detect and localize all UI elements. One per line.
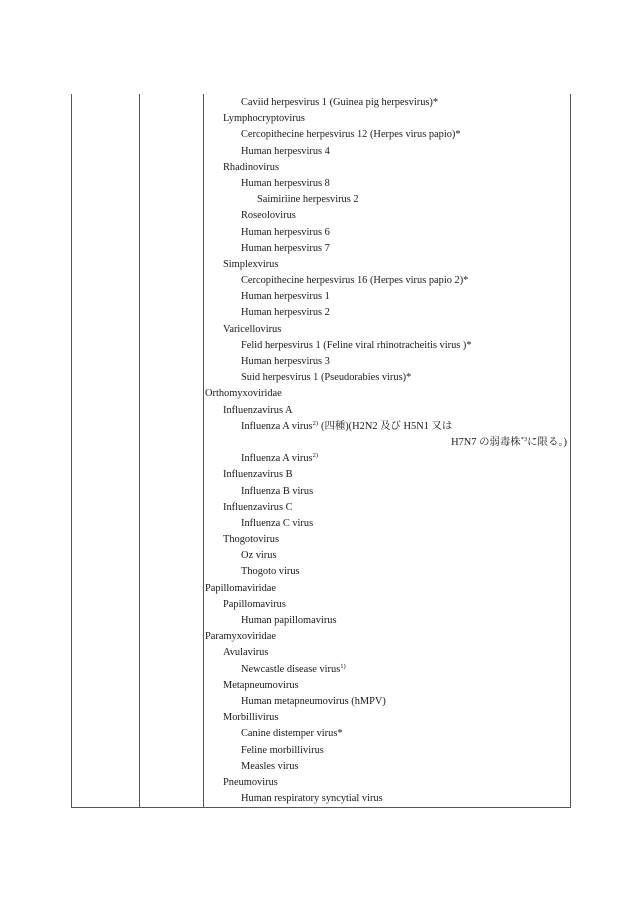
list-item: Human herpesvirus 8 — [241, 177, 330, 189]
list-item: Suid herpesvirus 1 (Pseudorabies virus)* — [241, 372, 412, 384]
column-divider-1 — [139, 94, 140, 807]
list-item: Human herpesvirus 6 — [241, 226, 330, 238]
virus-list — [205, 95, 567, 807]
list-item: Rhadinovirus — [223, 161, 279, 173]
influenza-a-entry — [205, 419, 567, 435]
virus-name: Influenza A virus — [241, 453, 313, 465]
list-item: Influenza B virus — [241, 485, 314, 497]
strain-note-suffix: に限る。) — [527, 436, 567, 448]
list-item: Human herpesvirus 3 — [241, 356, 330, 367]
list-item: Thogoto virus — [241, 566, 300, 578]
list-item: Varicellovirus — [223, 323, 282, 335]
list-item: Caviid herpesvirus 1 (Guinea pig herpesvirus)* — [241, 97, 439, 108]
list-item: Felid herpesvirus 1 (Feline viral rhinotracheitis virus )* — [241, 339, 472, 351]
list-item: Human herpesvirus 1 — [241, 291, 330, 303]
strain-note: (四種)(H2N2 及び H5N1 又は — [320, 420, 453, 432]
list-item: Lymphocryptovirus — [223, 113, 305, 125]
list-item: Human respiratory syncytial virus — [241, 793, 383, 805]
list-item: Paramyxoviridae — [205, 631, 276, 643]
list-item: Human papillomavirus — [241, 615, 337, 626]
list-item: Canine distemper virus* — [241, 728, 343, 740]
list-item: Papillomaviridae — [205, 582, 276, 594]
virus-name: Influenza A virus — [241, 420, 313, 432]
list-item: Human herpesvirus 7 — [241, 242, 330, 254]
column-divider-2 — [203, 94, 204, 807]
list-item: Human herpesvirus 4 — [241, 145, 330, 157]
influenza-a-entry — [205, 451, 567, 467]
list-item: Influenzavirus B — [223, 469, 293, 481]
list-item: Avulavirus — [223, 647, 269, 659]
list-item: Oz virus — [241, 550, 277, 562]
footnote-ref: 1) — [340, 662, 346, 670]
footnote-ref: 2) — [312, 452, 318, 460]
list-item: Influenzavirus C — [223, 501, 293, 513]
list-item: Measles virus — [241, 760, 299, 772]
list-item: Influenza C virus — [241, 517, 314, 529]
list-item: Thogotovirus — [223, 534, 279, 546]
list-item: Human herpesvirus 2 — [241, 307, 330, 319]
list-item: Human metapneumovirus (hMPV) — [241, 695, 386, 707]
list-item: Pneumovirus — [223, 776, 278, 788]
footnote-ref: 2) — [312, 419, 318, 427]
list-item: Influenzavirus A — [223, 404, 293, 416]
list-item: Cercopithecine herpesvirus 16 (Herpes virus papio 2)* — [241, 275, 469, 287]
list-item: Metapneumovirus — [223, 679, 299, 691]
strain-note-prefix: H7N7 の弱毒株 — [451, 436, 521, 448]
strain-note-continued — [205, 435, 567, 451]
virus-name: Newcastle disease virus — [241, 663, 341, 675]
list-item: Cercopithecine herpesvirus 12 (Herpes virus papio)* — [241, 129, 461, 141]
list-item: Saimiriine herpesvirus 2 — [257, 194, 359, 206]
list-item: Orthomyxoviridae — [205, 388, 282, 400]
footnote-ref: *3 — [520, 435, 528, 443]
list-item: Simplexvirus — [223, 258, 279, 270]
list-item: Papillomavirus — [223, 598, 286, 610]
list-item: Morbillivirus — [223, 712, 279, 724]
list-item: Roseolovirus — [241, 210, 296, 222]
newcastle-entry — [205, 662, 567, 678]
list-item: Feline morbillivirus — [241, 744, 324, 756]
